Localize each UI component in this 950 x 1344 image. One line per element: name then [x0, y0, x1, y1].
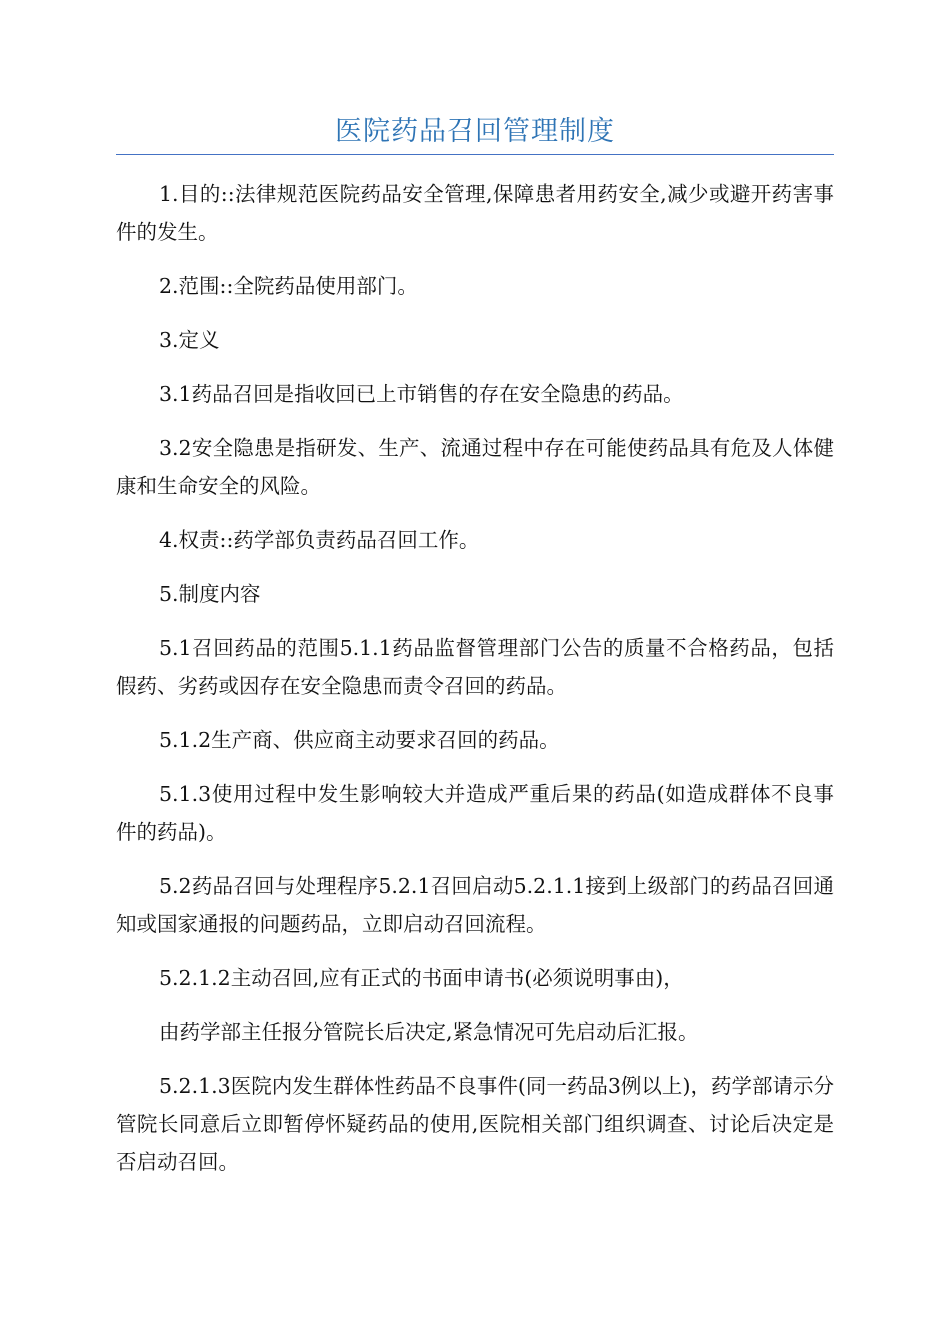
paragraph-5-2-1-3: 5.2.1.3医院内发生群体性药品不良事件(同一药品3例以上)，药学部请示分管院长同意后立即暂停怀疑药品的使用,医院相关部门组织调查、讨论后决定是否启动召回。 [116, 1074, 834, 1174]
document-body [116, 175, 834, 1197]
document-title: 医院药品召回管理制度 [335, 116, 615, 147]
paragraph-5-2: 5.2药品召回与处理程序5.2.1召回启动5.2.1.1接到上级部门的药品召回通知或国家通报的问题药品，立即启动召回流程。 [116, 874, 834, 936]
paragraph-5-1-3: 5.1.3使用过程中发生影响较大并造成严重后果的药品(如造成群体不良事件的药品)。 [116, 782, 834, 844]
paragraph-5-1-2: 5.1.2生产商、供应商主动要求召回的药品。 [159, 728, 560, 752]
paragraph-definition-3-2: 3.2安全隐患是指研发、生产、流通过程中存在可能使药品具有危及人体健康和生命安全的风险。 [116, 436, 834, 498]
paragraph-purpose: 1.目的::法律规范医院药品安全管理,保障患者用药安全,减少或避开药害事件的发生。 [116, 182, 834, 244]
paragraph-5-2-1-2: 5.2.1.2主动召回,应有正式的书面申请书(必须说明事由)， [159, 966, 684, 990]
paragraph-definition-3-1: 3.1药品召回是指收回已上市销售的存在安全隐患的药品。 [159, 382, 684, 406]
paragraph-scope: 2.范围::全院药品使用部门。 [159, 274, 418, 298]
paragraph-5-2-1-2-continued: 由药学部主任报分管院长后决定,紧急情况可先启动后汇报。 [159, 1020, 699, 1044]
paragraph-content-heading: 5.制度内容 [159, 582, 261, 606]
title-underline [116, 154, 834, 155]
paragraph-5-1: 5.1召回药品的范围5.1.1药品监督管理部门公告的质量不合格药品，包括假药、劣药或因存在安全隐患而责令召回的药品。 [116, 636, 834, 698]
paragraph-responsibility: 4.权责::药学部负责药品召回工作。 [159, 528, 480, 552]
paragraph-definition-heading: 3.定义 [159, 328, 220, 352]
